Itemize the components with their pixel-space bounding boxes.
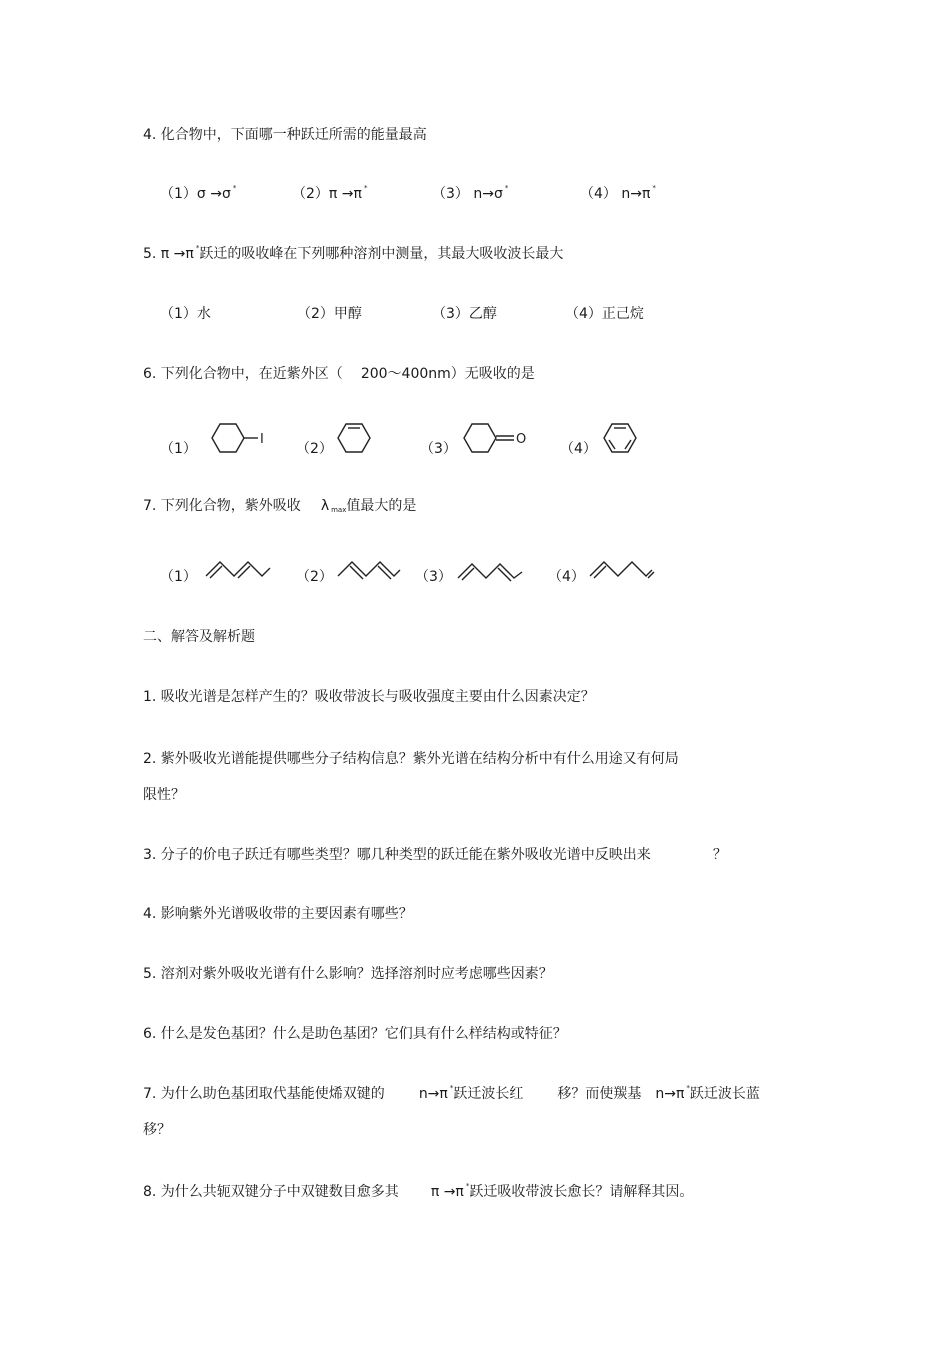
q6-iodocyclohexane-structure: [204, 420, 274, 458]
q4-option-1: （1）σ →σ *: [160, 184, 237, 202]
section2-q7-line1: 7. 为什么助色基团取代基能使烯双键的 n→π *跃迁波长红 移？而使羰基 n→π *跃迁波长蓝: [143, 1084, 760, 1102]
q6-option-4-label: （4）: [560, 441, 597, 457]
q5-option-2: （2）甲醇: [297, 306, 362, 322]
section2-q4: 4. 影响紫外光谱吸收带的主要因素有哪些？: [143, 906, 413, 922]
q5-option-3: （3）乙醇: [432, 306, 497, 322]
q7-option-2-label: （2）: [296, 569, 333, 585]
section2-q6: 6. 什么是发色基团？什么是助色基团？它们具有什么样结构或特征？: [143, 1026, 567, 1042]
q4-option-4: （4） n→π *: [580, 184, 656, 202]
section2-q2-line1: 2. 紫外吸收光谱能提供哪些分子结构信息？紫外光谱在结构分析中有什么用途又有何局: [143, 751, 679, 767]
section2-q1: 1. 吸收光谱是怎样产生的？吸收带波长与吸收强度主要由什么因素决定？: [143, 689, 595, 705]
section2-q2-line2: 限性？: [143, 787, 185, 803]
q4-option-3: （3） n→σ *: [432, 184, 509, 202]
q6-benzene-structure: [600, 420, 644, 458]
q7-compound-4-structure: [588, 558, 658, 584]
q5-option-1: （1）水: [160, 306, 211, 322]
q4-option-2: （2）π →π *: [292, 184, 368, 202]
q7-compound-2-structure: [336, 558, 406, 584]
q7-option-4-label: （4）: [548, 569, 585, 585]
q6-option-2-label: （2）: [296, 441, 333, 457]
section2-q5: 5. 溶剂对紫外吸收光谱有什么影响？选择溶剂时应考虑哪些因素？: [143, 966, 553, 982]
section2-heading: 二、解答及解析题: [143, 629, 255, 645]
q7-option-1-label: （1）: [160, 569, 197, 585]
q6-stem: 6. 下列化合物中，在近紫外区（ 200～400nm）无吸收的是: [143, 366, 535, 382]
q6-cyclohexanone-structure: [458, 420, 530, 458]
section2-q8: 8. 为什么共轭双键分子中双键数目愈多其 π →π *跃迁吸收带波长愈长？请解释其因。: [143, 1182, 694, 1200]
q6-iodine-atom: I: [260, 432, 264, 447]
q6-option-3-label: （3）: [420, 441, 457, 457]
section2-q7-line2: 移？: [143, 1122, 171, 1138]
q6-option-1-label: （1）: [160, 441, 197, 457]
q4-stem: 4. 化合物中，下面哪一种跃迁所需的能量最高: [143, 127, 427, 143]
q7-option-3-label: （3）: [415, 569, 452, 585]
q6-cyclohexene-structure: [334, 420, 378, 458]
q7-compound-1-structure: [204, 558, 274, 584]
q5-stem: 5. π →π *跃迁的吸收峰在下列哪种溶剂中测量，其最大吸收波长最大: [143, 244, 564, 262]
q5-option-4: （4）正己烷: [565, 306, 644, 322]
q6-oxygen-atom: O: [516, 432, 527, 447]
q7-stem: 7. 下列化合物，紫外吸收 λ max值最大的是: [143, 498, 417, 514]
section2-q3: 3. 分子的价电子跃迁有哪些类型？哪几种类型的跃迁能在紫外吸收光谱中反映出来 ？: [143, 847, 727, 863]
q7-compound-3-structure: [456, 558, 526, 584]
